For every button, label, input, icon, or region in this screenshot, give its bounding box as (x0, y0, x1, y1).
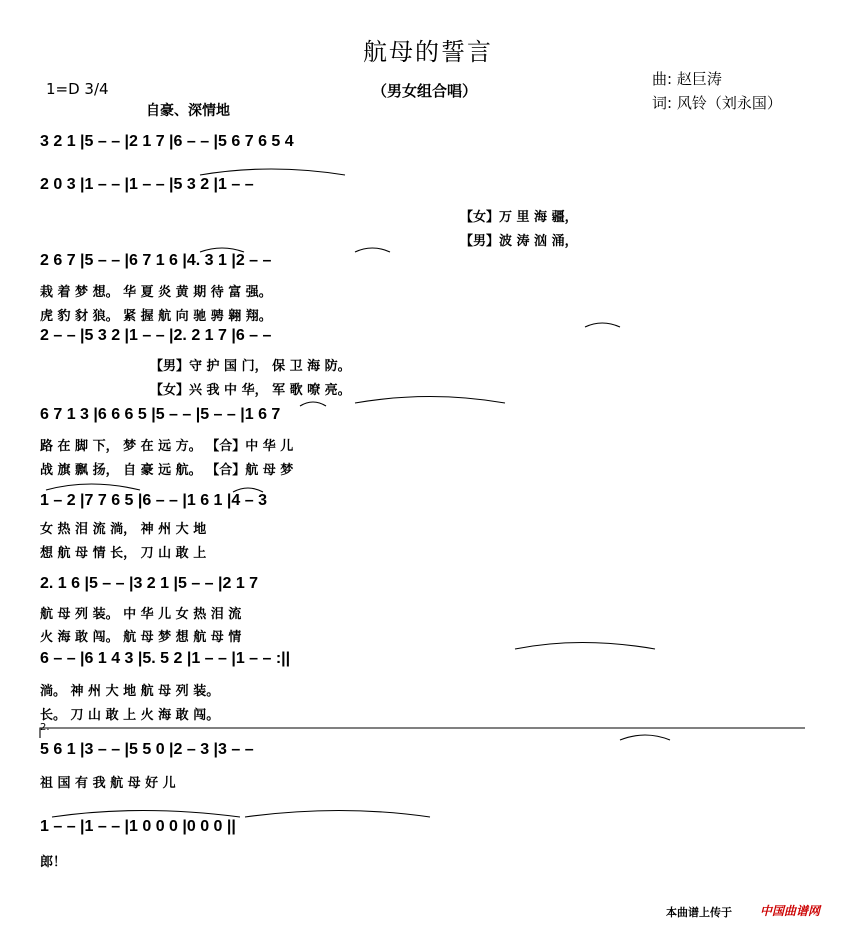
lyric-row-8-line-1: 淌。 神 州 大 地 航 母 列 装。 (40, 684, 220, 699)
site-logo: 中国曲谱网 (760, 904, 821, 918)
expression-marking: 自豪、深情地 (146, 103, 230, 119)
subtitle: （男女组合唱） (372, 82, 478, 100)
lyric-row-6-line-2: 想 航 母 情 长， 刀 山 敢 上 (40, 546, 207, 561)
lyric-row-8-line-2: 长。 刀 山 敢 上 火 海 敢 闯。 (40, 708, 220, 723)
notation-row-2: 2 0 3 |1 – – |1 – – |5 3 2 |1 – – (40, 176, 254, 193)
lyric-row-9-line-1: 祖 国 有 我 航 母 好 儿 (40, 776, 176, 791)
notation-row-9: 5 6 1 |3 – – |5 5 0 |2 – 3 |3 – – (40, 741, 254, 758)
notation-row-6: 1 – 2 |7 7 6 5 |6 – – |1 6 1 |4 – 3 (40, 492, 267, 509)
page-title: 航母的誓言 (363, 38, 493, 66)
lyric-row-10-line-1: 郎！ (40, 855, 67, 870)
lyric-row-6-line-1: 女 热 泪 流 淌， 神 州 大 地 (40, 522, 207, 537)
notation-row-4: 2 – – |5 3 2 |1 – – |2. 2 1 7 |6 – – (40, 327, 272, 344)
notation-row-7: 2. 1 6 |5 – – |3 2 1 |5 – – |2 1 7 (40, 575, 259, 592)
notation-row-1: 3 2 1 |5 – – |2 1 7 |6 – – |5 6 7 6 5 4 (40, 133, 294, 150)
lyricist-credit: 词: 风铃（刘永国） (652, 94, 782, 112)
lyric-row-3-line-1: 栽 着 梦 想。 华 夏 炎 黄 期 待 富 强。 (40, 285, 272, 300)
lyric-row-7-line-2: 火 海 敢 闯。 航 母 梦 想 航 母 情 (40, 630, 242, 645)
lyric-row-2-line-2: 【男】波 涛 汹 涌， (460, 234, 578, 249)
lyric-row-4-line-2: 【女】兴 我 中 华， 军 歌 嘹 亮。 (150, 383, 351, 398)
notation-row-3: 2 6 7 |5 – – |6 7 1 6 |4. 3 1 |2 – – (40, 252, 272, 269)
lyric-row-5-line-2: 战 旗 飘 扬， 自 豪 远 航。 【合】航 母 梦 (40, 463, 294, 478)
lyric-row-2-line-1: 【女】万 里 海 疆， (460, 210, 578, 225)
footer-credit: 本曲谱上传于 (666, 906, 732, 919)
lyric-row-4-line-1: 【男】守 护 国 门， 保 卫 海 防。 (150, 359, 351, 374)
key-signature: 1=D 3/4 (46, 80, 109, 98)
lyric-row-3-line-2: 虎 豹 豺 狼。 紧 握 航 向 驰 骋 翱 翔。 (40, 309, 272, 324)
composer-credit: 曲: 赵巨涛 (652, 70, 722, 88)
notation-row-8: 6 – – |6 1 4 3 |5. 5 2 |1 – – |1 – – :|| (40, 650, 291, 667)
lyric-row-5-line-1: 路 在 脚 下， 梦 在 远 方。 【合】中 华 儿 (40, 439, 294, 454)
notation-row-10: 1 – – |1 – – |1 0 0 0 |0 0 0 || (40, 818, 236, 835)
notation-row-5: 6 7 1 3 |6 6 6 5 |5 – – |5 – – |1 6 7 (40, 406, 281, 423)
lyric-row-7-line-1: 航 母 列 装。 中 华 儿 女 热 泪 流 (40, 607, 242, 622)
volta-label: 2. (40, 722, 50, 733)
